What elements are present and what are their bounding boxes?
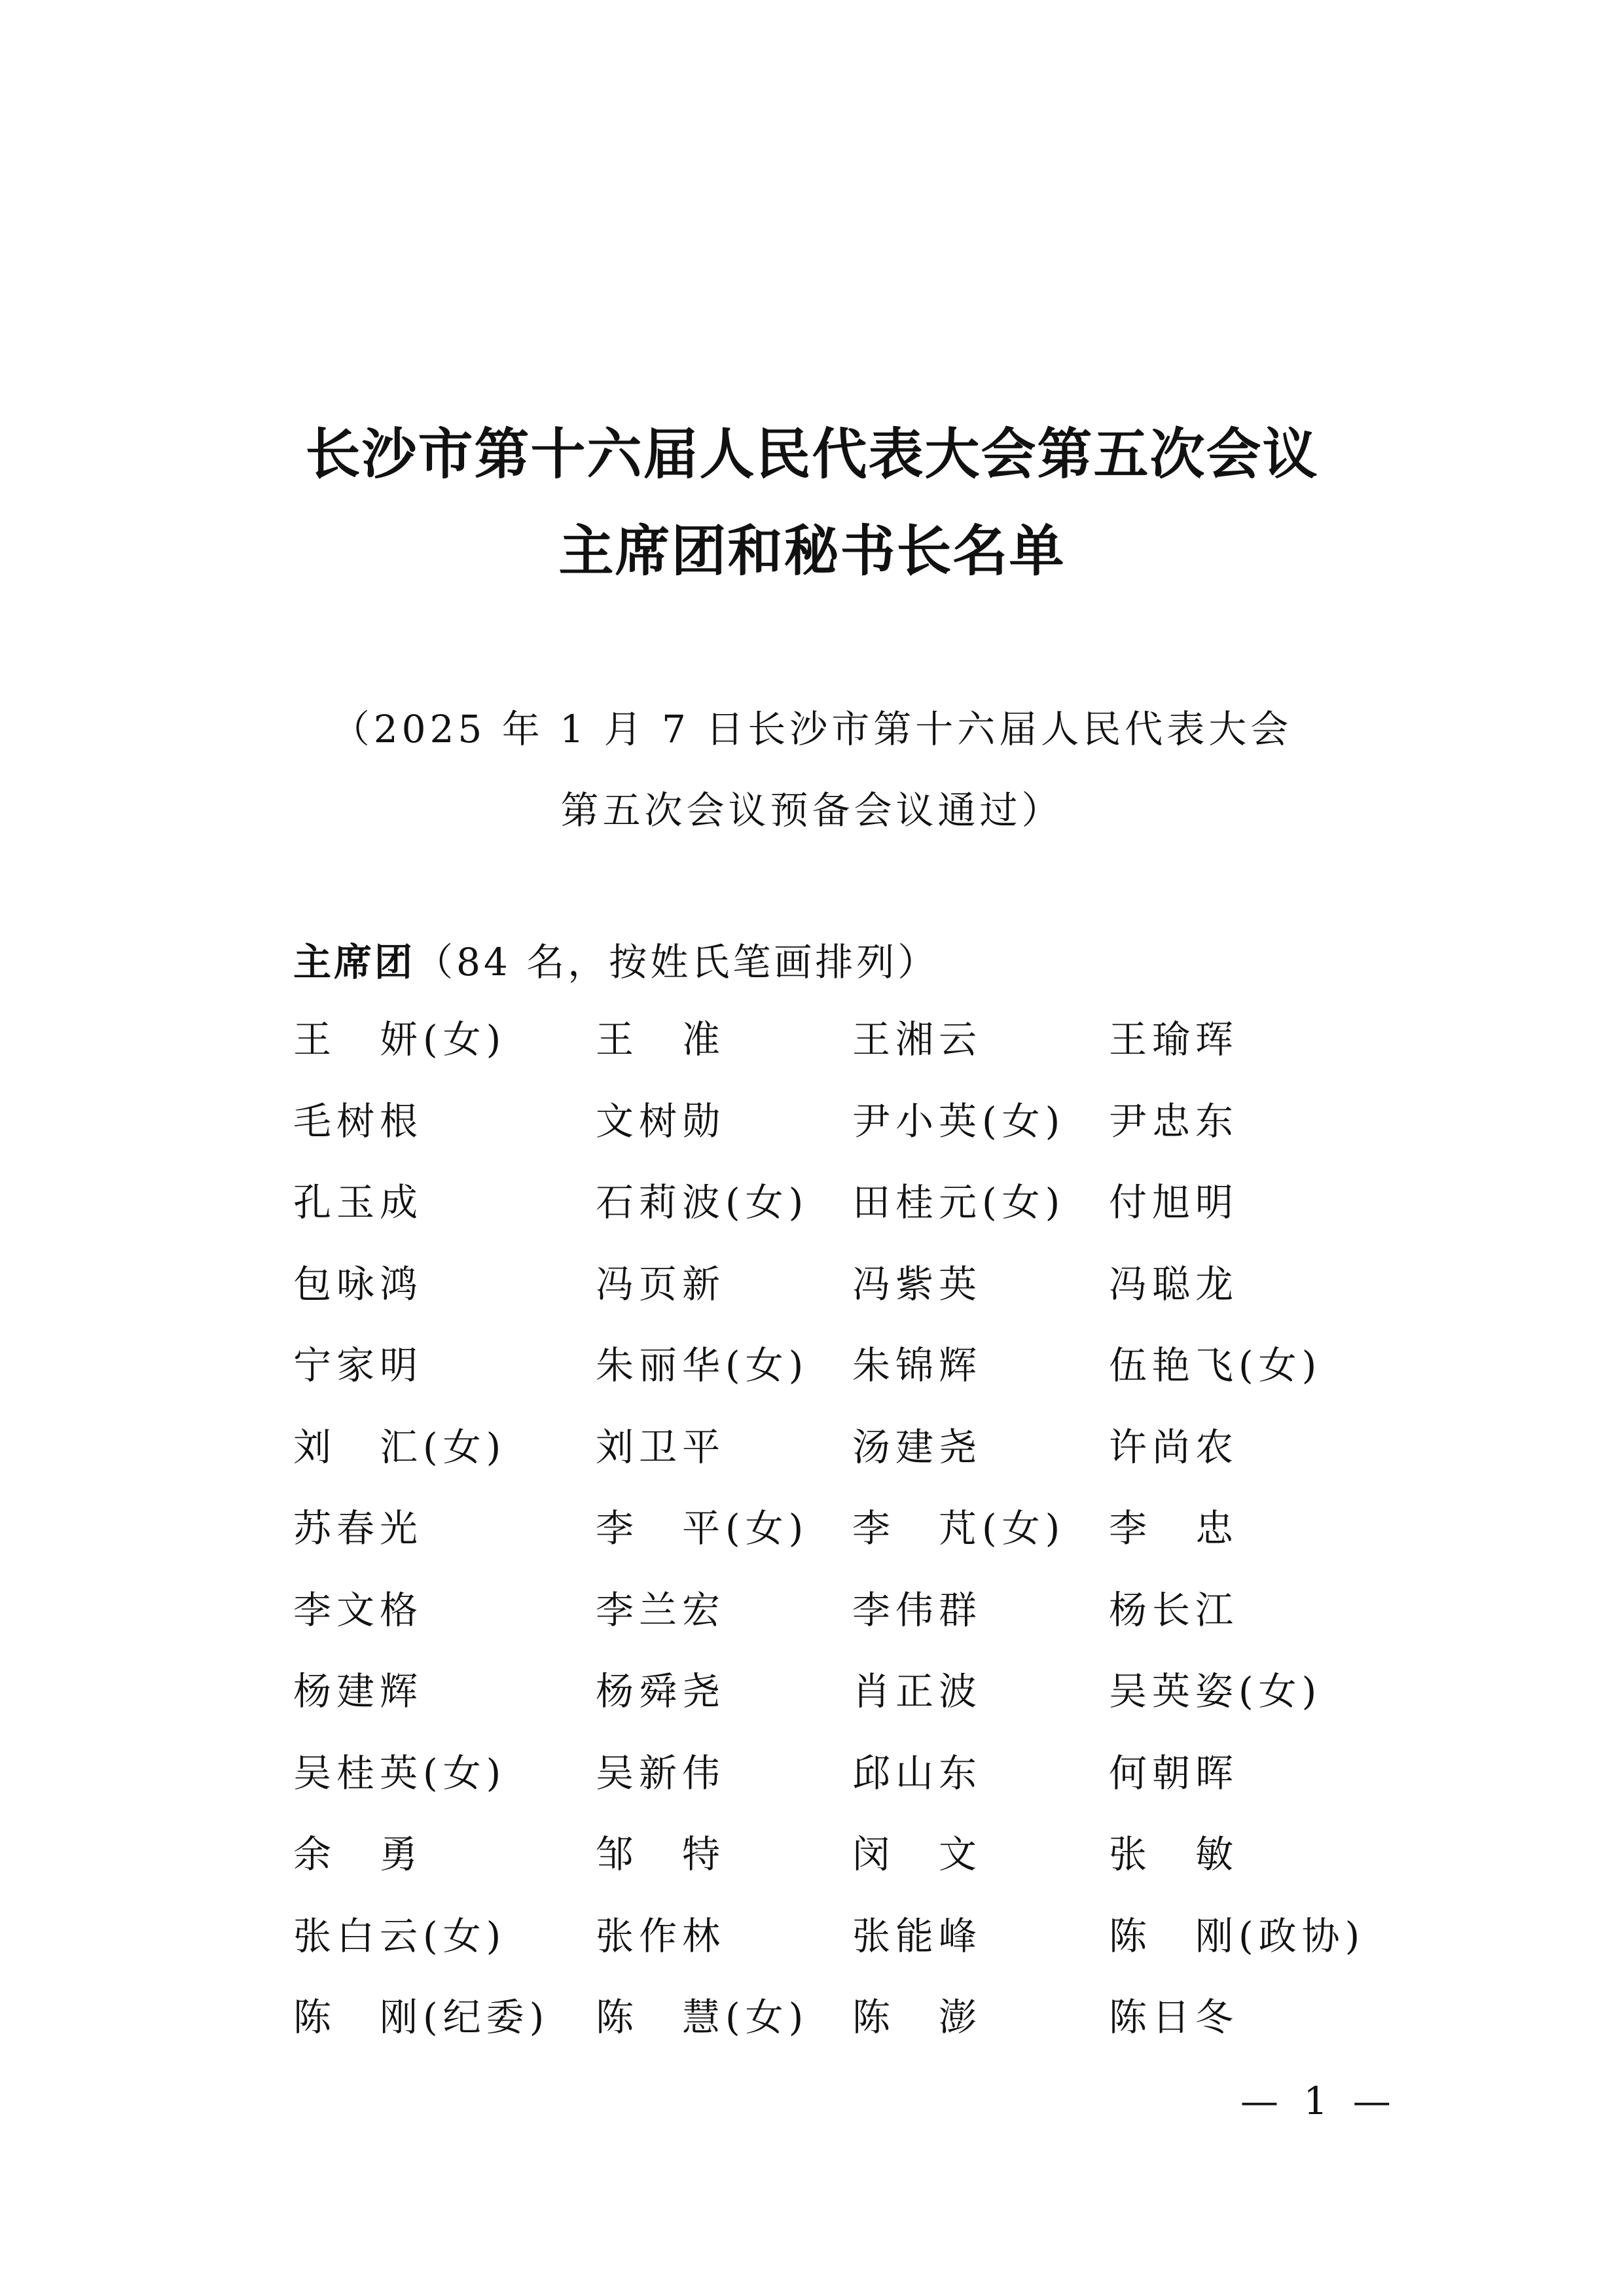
presidium-note: （84 名，按姓氏笔画排列） [415,940,939,984]
member-name: 邱山东 [852,1750,983,1795]
member-name: 张能峰 [852,1913,983,1958]
member-name: 尹忠东 [1109,1098,1239,1143]
member-name: 肖正波 [852,1669,983,1713]
member-name: 张白云(女) [293,1913,507,1958]
document-subtitle [0,689,1624,851]
member-name: 王湘云 [852,1017,983,1062]
member-name: 刘 汇(女) [293,1424,507,1469]
member-name: 汤建尧 [852,1424,983,1469]
member-name: 伍艳飞(女) [1109,1343,1322,1388]
member-name: 杨舜尧 [596,1669,726,1713]
member-name: 田桂元(女) [852,1180,1066,1225]
member-name: 李 平(女) [596,1506,809,1551]
roster-row [293,1339,1445,1421]
member-name: 朱丽华(女) [596,1343,809,1388]
member-name: 付旭明 [1109,1180,1239,1225]
member-name: 何朝晖 [1109,1750,1239,1795]
roster-row [293,1910,1445,1992]
member-name: 宁家明 [293,1343,424,1388]
member-name: 王瑜珲 [1109,1017,1239,1062]
roster-row [293,1258,1445,1340]
member-name: 朱锦辉 [852,1343,983,1388]
member-name: 尹小英(女) [852,1098,1066,1143]
member-name: 张作林 [596,1913,726,1958]
member-name: 杨长江 [1109,1587,1239,1632]
member-name: 陈 刚(政协) [1109,1913,1365,1958]
member-name: 文树勋 [596,1098,726,1143]
member-name: 陈 刚(纪委) [293,1995,550,2039]
member-name: 王 妍(女) [293,1017,507,1062]
roster-row [293,1991,1445,2073]
member-name: 陈 慧(女) [596,1995,809,2039]
roster-row [293,1095,1445,1177]
roster-row [293,1747,1445,1829]
member-name: 张 敏 [1109,1832,1239,1876]
roster-row [293,1665,1445,1747]
member-name: 吴英姿(女) [1109,1669,1322,1713]
presidium-heading [293,936,939,988]
member-name: 李兰宏 [596,1587,726,1632]
document-title [0,406,1624,600]
member-name: 王 准 [596,1017,726,1062]
member-name: 吴新伟 [596,1750,726,1795]
member-name: 吴桂英(女) [293,1750,507,1795]
page-number: — 1 — [1240,2079,1398,2123]
roster-row [293,1176,1445,1258]
subtitle-line-1: （2025 年 1 月 7 日长沙市第十六届人民代表大会 [331,707,1293,751]
member-name: 刘卫平 [596,1424,726,1469]
member-name: 李伟群 [852,1587,983,1632]
roster-row [293,1828,1445,1910]
member-name: 冯页新 [596,1261,726,1306]
member-name: 许尚农 [1109,1424,1239,1469]
member-name: 杨建辉 [293,1669,424,1713]
member-name: 闵 文 [852,1832,983,1876]
member-name: 石莉波(女) [596,1180,809,1225]
roster-row [293,1584,1445,1666]
title-line-1: 长沙市第十六届人民代表大会第五次会议 [305,422,1319,486]
title-line-2: 主席团和秘书长名单 [558,519,1066,583]
member-name: 包咏鸿 [293,1261,424,1306]
member-name: 李文格 [293,1587,424,1632]
member-name: 苏春光 [293,1506,424,1551]
roster-row [293,1502,1445,1584]
member-name: 陈日冬 [1109,1995,1239,2039]
member-name: 李 芃(女) [852,1506,1066,1551]
member-name: 毛树根 [293,1098,424,1143]
member-name: 冯聪龙 [1109,1261,1239,1306]
presidium-label: 主席团 [293,940,416,984]
member-name: 邹 特 [596,1832,726,1876]
member-name: 余 勇 [293,1832,424,1876]
member-name: 陈 澎 [852,1995,983,2039]
member-name: 孔玉成 [293,1180,424,1225]
member-name: 李 忠 [1109,1506,1239,1551]
member-name: 冯紫英 [852,1261,983,1306]
presidium-roster [293,1013,1445,2073]
roster-row [293,1421,1445,1503]
roster-row [293,1013,1445,1095]
subtitle-line-2: 第五次会议预备会议通过） [560,788,1064,833]
